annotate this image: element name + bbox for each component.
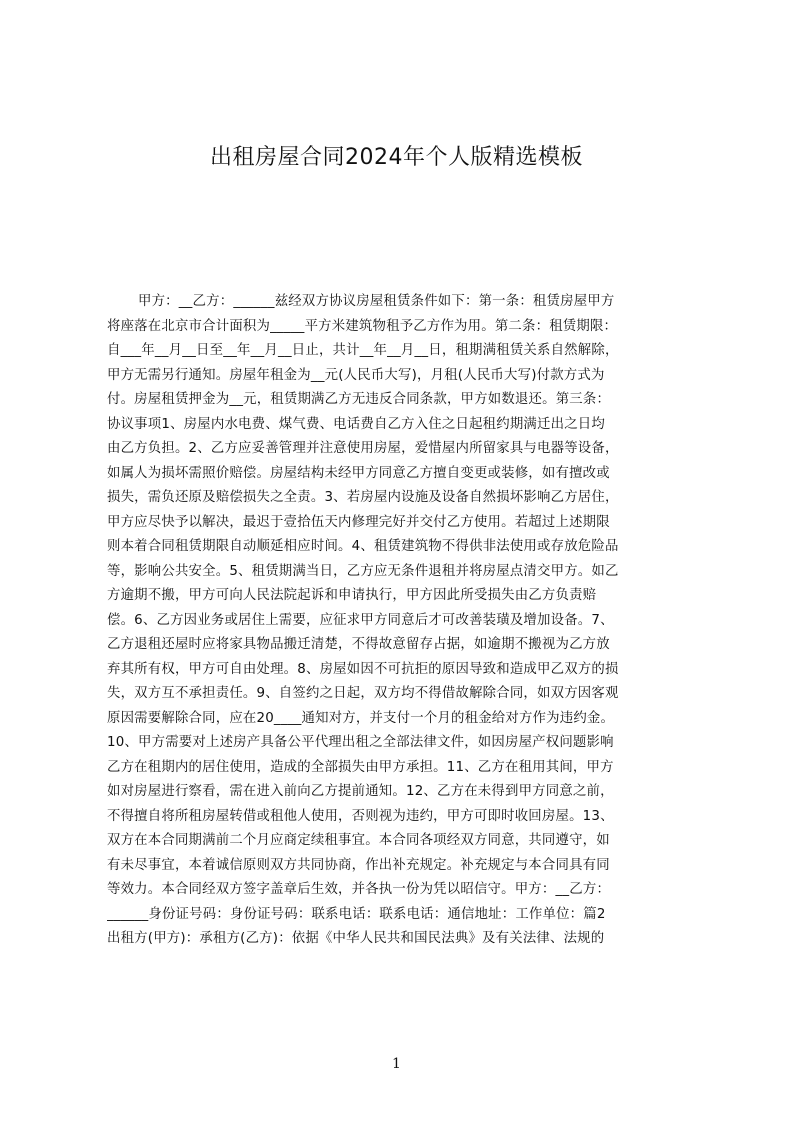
- body-line: 方逾期不搬，甲方可向人民法院起诉和申请执行，甲方因此所受损失由乙方负责赔: [107, 588, 597, 603]
- body-line: 等效力。本合同经双方签字盖章后生效，并各执一份为凭以昭信守。甲方：__乙方：: [107, 882, 611, 897]
- body-line: 则本着合同租赁期限自动顺延相应时间。4、租赁建筑物不得供非法使用或存放危险品: [107, 539, 619, 554]
- body-line: 乙方退租还屋时应将家具物品搬迁清楚，不得故意留存占据，如逾期不搬视为乙方放: [107, 637, 610, 652]
- body-line: 弃其所有权，甲方可自由处理。8、房屋如因不可抗拒的原因导致和造成甲乙双方的损: [107, 661, 619, 677]
- body-line: 原因需要解除合同，应在20____通知对方，并支付一个月的租金给对方作为违约金。: [107, 710, 615, 726]
- body-line: 将座落在北京市合计面积为_____平方米建筑物租予乙方作为用。第二条：租赁期限：: [107, 318, 618, 334]
- body-line: 乙方在租期内的居住使用，造成的全部损失由甲方承担。11、乙方在租用其间，甲方: [107, 759, 614, 775]
- body-line: 偿。6、乙方因业务或居住上需要，应征求甲方同意后才可改善装璜及增加设备。7、: [107, 612, 614, 628]
- body-line: 10、甲方需要对上述房产具备公平代理出租之全部法律文件，如因房屋产权问题影响: [107, 735, 614, 750]
- body-line: 等，影响公共安全。5、租赁期满当日，乙方应无条件退租并将房屋点清交甲方。如乙: [107, 563, 619, 579]
- body-line: 付。房屋租赁押金为__元，租赁期满乙方无违反合同条款，甲方如数退还。第三条：: [107, 392, 611, 407]
- body-line: 不得擅自将所租房屋转借或租他人使用，否则视为违约，甲方可即时收回房屋。13、: [107, 808, 614, 824]
- body-line: 出租方(甲方)：承租方(乙方)：依据《中华人民共和国民法典》及有关法律、法规的: [107, 931, 605, 946]
- body-line: ______身份证号码：身份证号码：联系电话：联系电话：通信地址：工作单位：篇2: [107, 906, 606, 922]
- body-line: 自___年__月__日至__年__月__日止，共计__年__月__日，租期满租赁关系自然解除，: [107, 343, 619, 358]
- body-line: 失，双方互不承担责任。9、自签约之日起，双方均不得借故解除合同，如双方因客观: [107, 686, 619, 701]
- body-line: 甲方应尽快予以解决，最迟于壹拾伍天内修理完好并交付乙方使用。若超过上述期限: [107, 514, 610, 530]
- body-line: 由乙方负担。2、乙方应妥善管理并注意使用房屋，爱惜屋内所留家具与电器等设备，: [107, 441, 619, 456]
- body-line: 协议事项1、房屋内水电费、煤气费、电话费自乙方入住之日起租约期满迁出之日均: [107, 416, 605, 432]
- contract-body: [107, 290, 697, 952]
- document-title: 出租房屋合同2024年个人版精选模板: [210, 145, 583, 170]
- body-line: 如属人为损坏需照价赔偿。房屋结构未经甲方同意乙方擅自变更或装修，如有擅改或: [107, 465, 610, 481]
- body-line: 有未尽事宜，本着诚信原则双方共同协商，作出补充规定。补充规定与本合同具有同: [107, 857, 610, 873]
- body-line: 双方在本合同期满前二个月应商定续租事宜。本合同各项经双方同意，共同遵守，如: [107, 833, 610, 848]
- body-line: 甲方：__乙方：______兹经双方协议房屋租赁条件如下：第一条：租赁房屋甲方: [138, 294, 615, 309]
- body-line: 损失，需负还原及赔偿损失之全责。3、若房屋内设施及设备自然损坏影响乙方居住，: [107, 490, 619, 505]
- body-line: 甲方无需另行通知。房屋年租金为__元(人民币大写)，月租(人民币大写)付款方式为: [107, 367, 605, 383]
- body-line: 如对房屋进行察看，需在进入前向乙方提前通知。12、乙方在未得到甲方同意之前，: [107, 784, 614, 799]
- page-number: 1: [392, 1056, 401, 1072]
